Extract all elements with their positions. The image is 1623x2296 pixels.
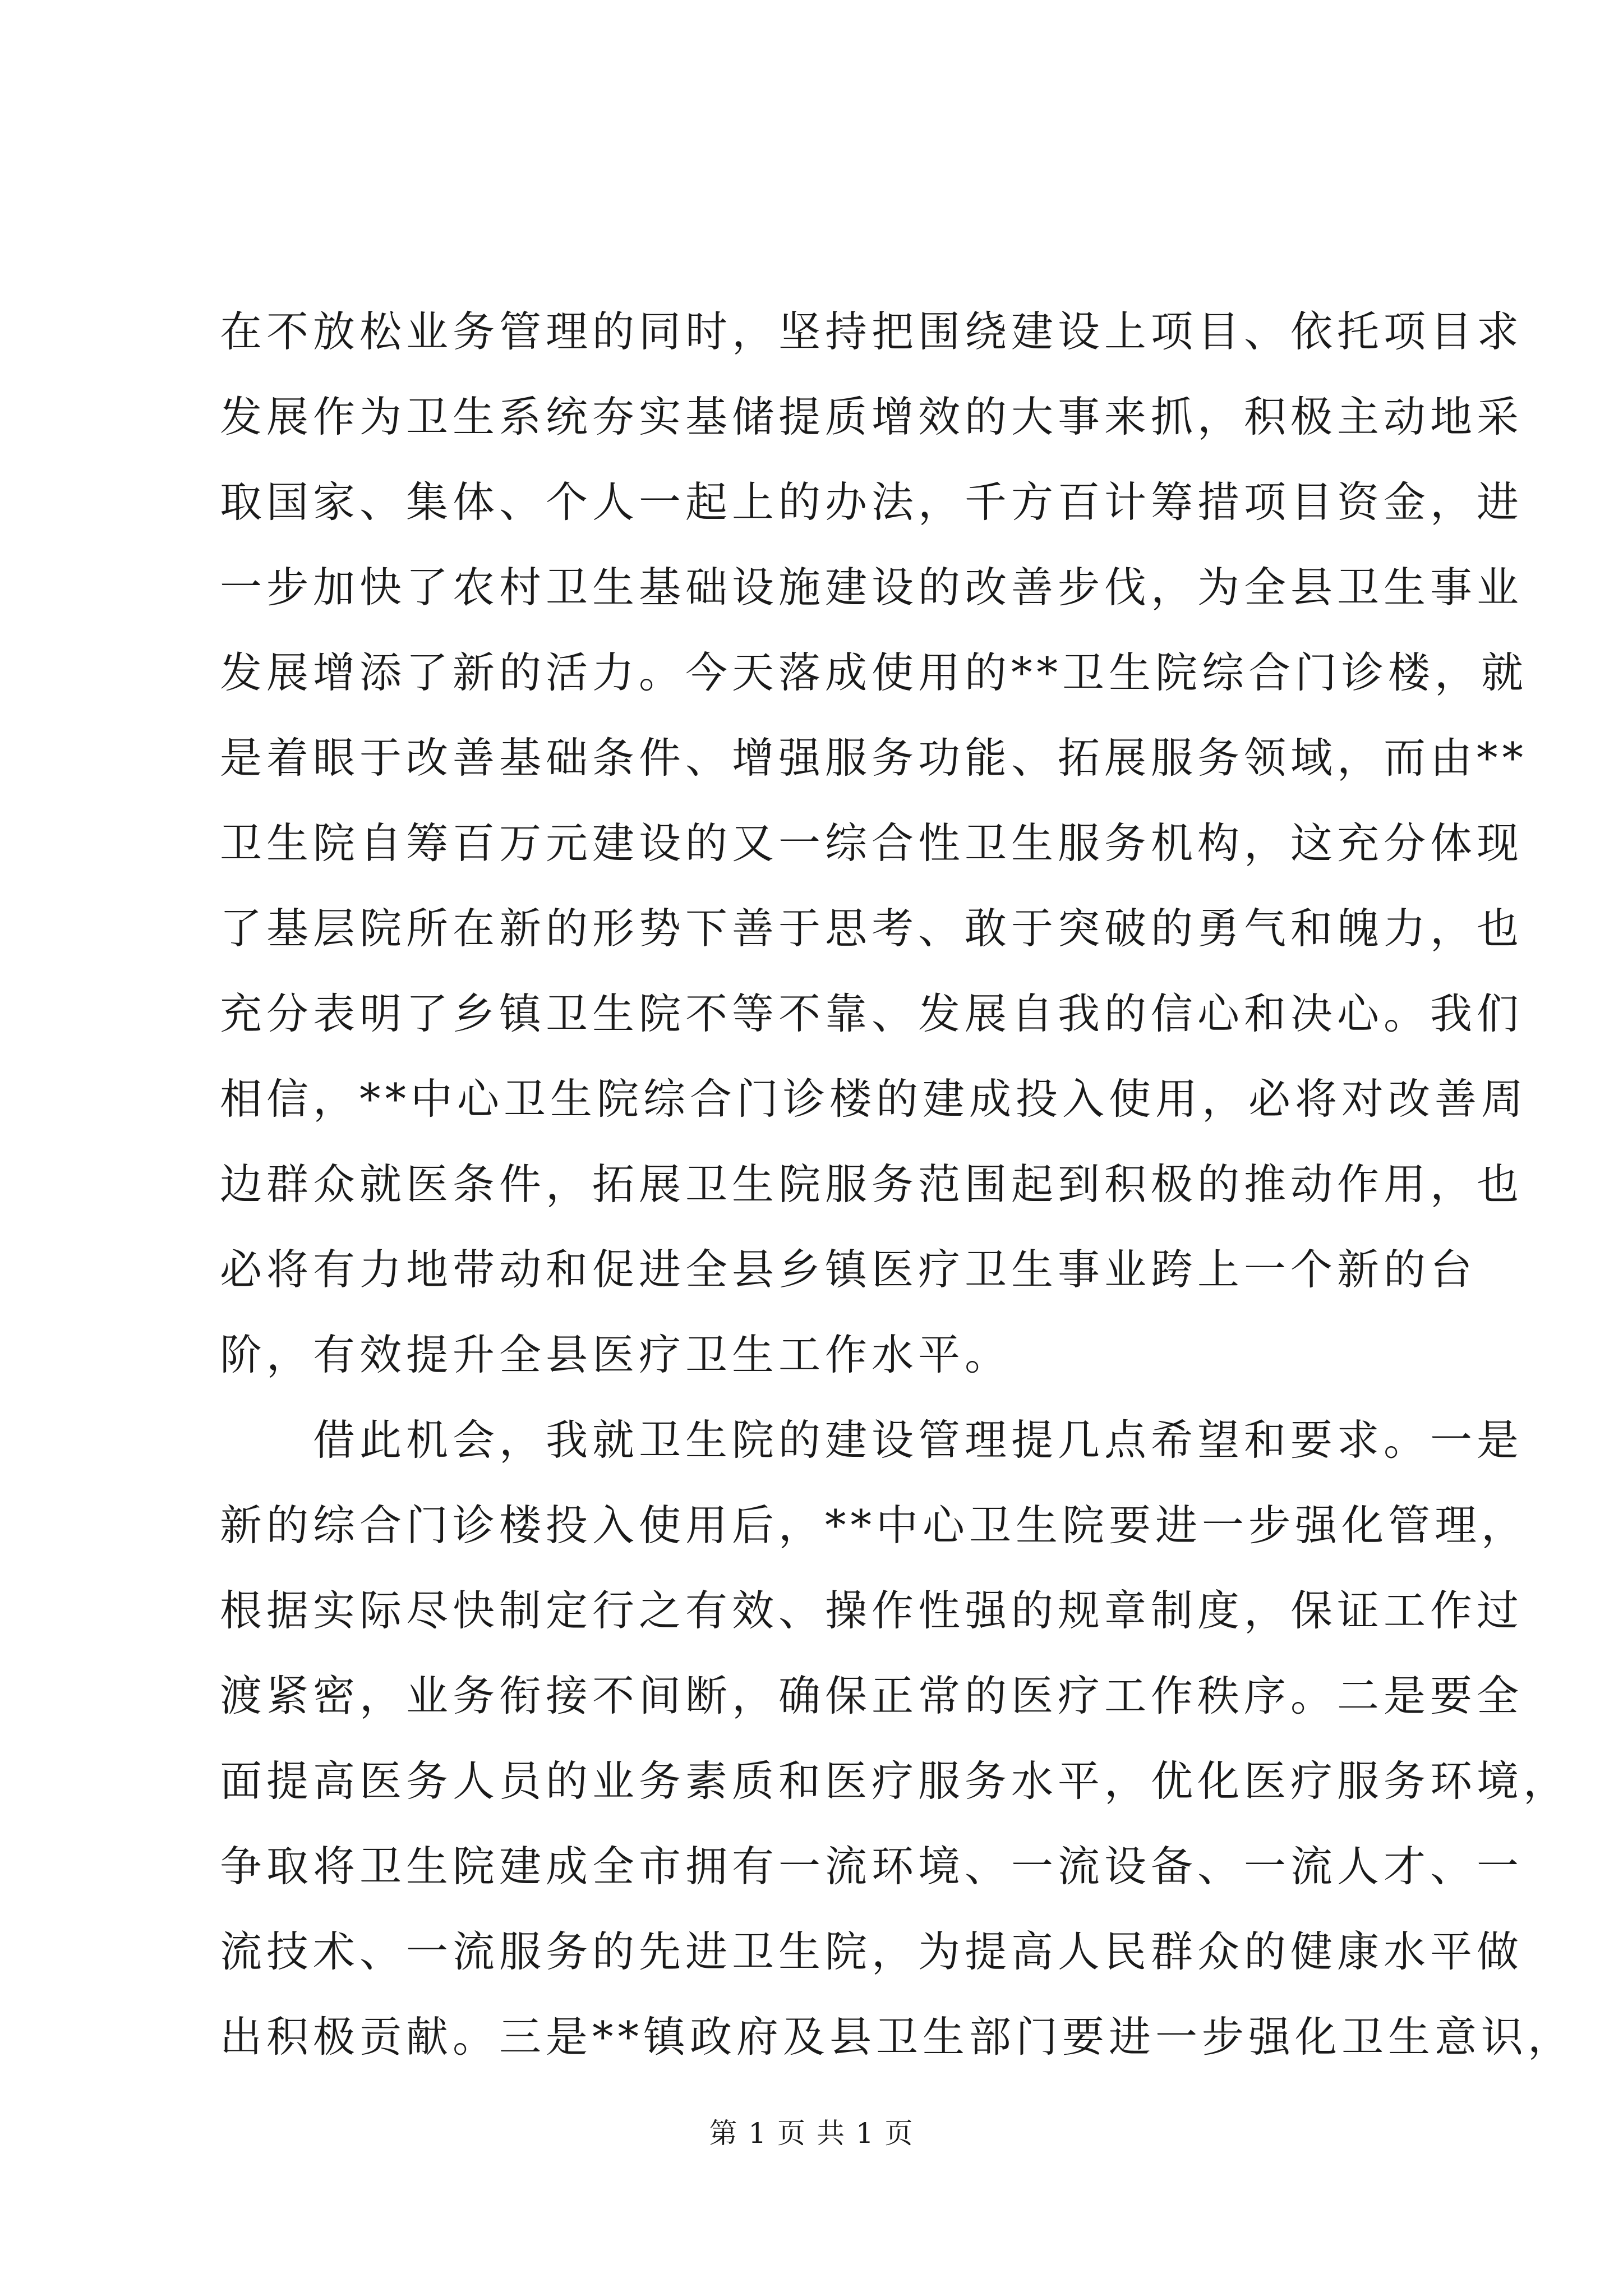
text-line: 面提高医务人员的业务素质和医疗服务水平，优化医疗服务环境， (220, 1756, 1570, 1806)
text-line: 渡紧密，业务衔接不间断，确保正常的医疗工作秩序。二是要全 (220, 1671, 1524, 1720)
text-line: 发展作为卫生系统夯实基储提质增效的大事来抓，积极主动地采 (220, 392, 1524, 441)
paragraph-first-line: 借此机会，我就卫生院的建设管理提几点希望和要求。一是 (220, 1415, 1524, 1465)
page-number-footer: 第 1 页 共 1 页 (709, 2117, 914, 2150)
text-line: 充分表明了乡镇卫生院不等不靠、发展自我的信心和决心。我们 (220, 989, 1524, 1038)
body-text (220, 289, 1575, 2079)
text-line: 阶，有效提升全县医疗卫生工作水平。 (220, 1330, 1012, 1379)
text-line: 取国家、集体、个人一起上的办法，千方百计筹措项目资金，进 (220, 477, 1524, 527)
text-line: 卫生院自筹百万元建设的又一综合性卫生服务机构，这充分体现 (220, 818, 1524, 868)
text-line: 是着眼于改善基础条件、增强服务功能、拓展服务领域，而由** (220, 733, 1528, 783)
text-line: 出积极贡献。三是**镇政府及县卫生部门要进一步强化卫生意识， (220, 2012, 1575, 2062)
text-line: 必将有力地带动和促进全县乡镇医疗卫生事业跨上一个新的台 (220, 1245, 1477, 1294)
text-line: 争取将卫生院建成全市拥有一流环境、一流设备、一流人才、一 (220, 1842, 1524, 1891)
text-line: 在不放松业务管理的同时，坚持把围绕建设上项目、依托项目求 (220, 307, 1524, 356)
text-line: 新的综合门诊楼投入使用后，**中心卫生院要进一步强化管理， (220, 1501, 1528, 1550)
text-line: 根据实际尽快制定行之有效、操作性强的规章制度，保证工作过 (220, 1586, 1524, 1635)
text-line: 发展增添了新的活力。今天落成使用的**卫生院综合门诊楼，就 (220, 648, 1528, 697)
text-line: 流技术、一流服务的先进卫生院，为提高人民群众的健康水平做 (220, 1927, 1524, 1976)
text-line: 边群众就医条件，拓展卫生院服务范围起到积极的推动作用，也 (220, 1159, 1524, 1209)
text-line: 了基层院所在新的形势下善于思考、敢于突破的勇气和魄力，也 (220, 904, 1524, 953)
text-line: 一步加快了农村卫生基础设施建设的改善步伐，为全县卫生事业 (220, 563, 1524, 612)
text-line: 相信，**中心卫生院综合门诊楼的建成投入使用，必将对改善周 (220, 1074, 1528, 1124)
